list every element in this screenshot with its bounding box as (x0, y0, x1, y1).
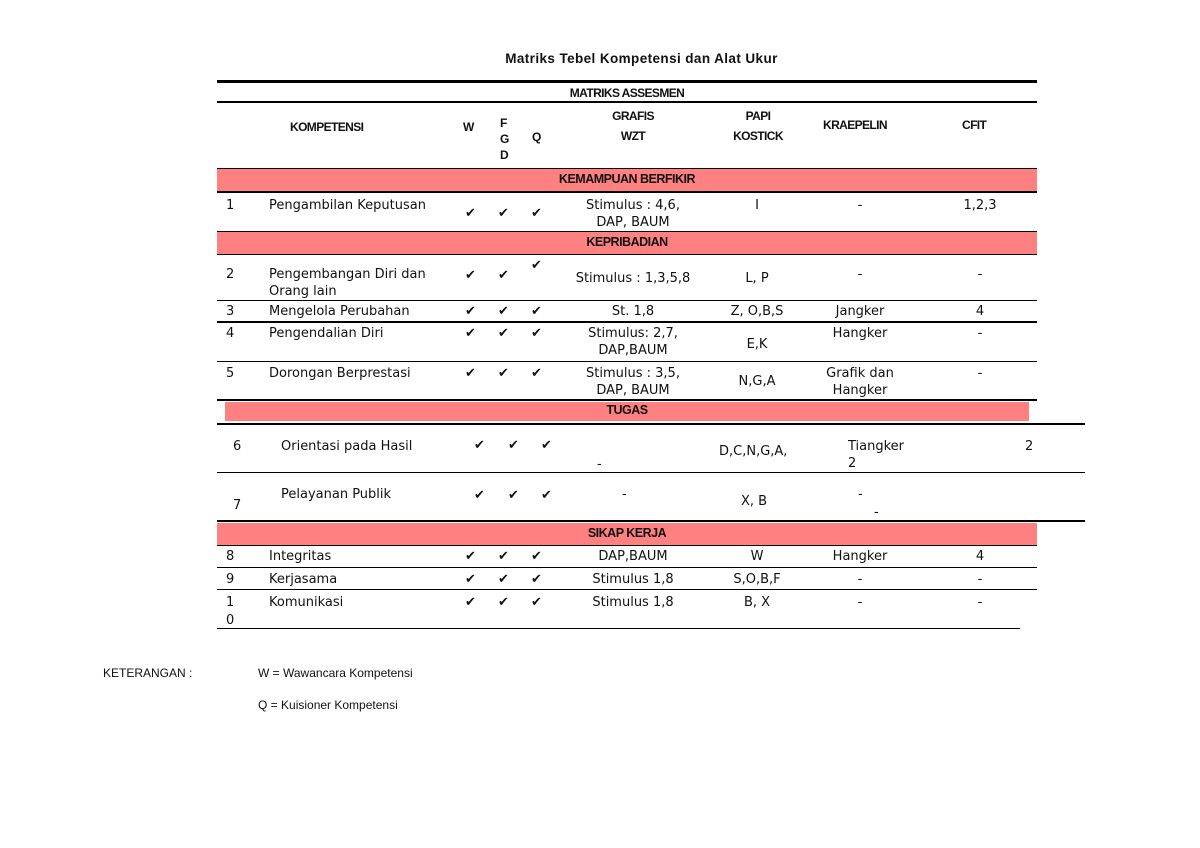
divider (217, 399, 1037, 401)
check-icon: ✔ (465, 572, 476, 587)
check-icon: ✔ (508, 438, 519, 453)
competency-name: Pelayanan Publik (281, 487, 392, 502)
table-top-border (217, 80, 1037, 83)
check-icon: ✔ (498, 304, 509, 319)
header-w: W (463, 120, 474, 134)
header-kraepelin: KRAEPELIN (823, 118, 887, 132)
papi-value: Z, O,B,S (730, 304, 784, 319)
check-icon: ✔ (498, 572, 509, 587)
row-number: 5 (226, 366, 235, 381)
kraepelin-value: Hangker (832, 549, 888, 564)
competency-name: Pengembangan Diri dan Orang lain (269, 267, 426, 299)
papi-value: N,G,A (738, 374, 776, 389)
kraepelin-value: - (857, 198, 863, 213)
check-icon: ✔ (465, 304, 476, 319)
header-kompetensi: KOMPETENSI (290, 120, 364, 134)
check-icon: ✔ (498, 206, 509, 221)
cfit-value: - (977, 326, 983, 341)
papi-value: X, B (741, 494, 768, 509)
divider (217, 472, 1085, 473)
competency-name: Pengambilan Keputusan (269, 198, 426, 213)
kraepelin-value: Tiangker 2 (848, 439, 905, 471)
kraepelin-value: Jangker (835, 304, 885, 319)
check-icon: ✔ (498, 549, 509, 564)
divider (217, 589, 1037, 590)
check-icon: ✔ (498, 268, 509, 283)
check-icon: ✔ (465, 206, 476, 221)
check-icon: ✔ (531, 258, 542, 273)
kraepelin-value: Hangker (832, 326, 888, 341)
cfit-value: 2 (1025, 439, 1034, 454)
check-icon: ✔ (541, 488, 552, 503)
divider (217, 168, 1037, 169)
section-tugas: TUGAS (606, 403, 648, 417)
check-icon: ✔ (465, 595, 476, 610)
check-icon: ✔ (531, 206, 542, 221)
kraepelin-value: - (857, 595, 863, 610)
kraepelin-value: - (858, 487, 863, 502)
legend-w: W = Wawancara Kompetensi (258, 666, 413, 680)
competency-name: Dorongan Berprestasi (269, 366, 411, 381)
divider (217, 254, 1037, 255)
table-bottom-border (217, 628, 1020, 629)
check-icon: ✔ (498, 326, 509, 341)
header-papi-kostick: PAPI KOSTICK (733, 109, 783, 143)
check-icon: ✔ (531, 326, 542, 341)
check-icon: ✔ (498, 595, 509, 610)
competency-name: Komunikasi (269, 595, 344, 610)
legend-q: Q = Kuisioner Kompetensi (258, 698, 398, 712)
competency-name: Orientasi pada Hasil (281, 439, 413, 454)
papi-value: S,O,B,F (733, 572, 781, 587)
section-sikap-kerja: SIKAP KERJA (587, 526, 667, 540)
row-number: 6 (233, 439, 242, 454)
cfit-value: - (977, 366, 983, 381)
check-icon: ✔ (531, 595, 542, 610)
divider (217, 361, 1037, 362)
divider (217, 300, 1037, 301)
check-icon: ✔ (508, 488, 519, 503)
row-number: 8 (226, 549, 235, 564)
check-icon: ✔ (465, 366, 476, 381)
header-grafis-wzt: GRAFIS WZT (612, 109, 654, 143)
grafis-value: Stimulus : 3,5, DAP, BAUM (586, 366, 680, 398)
papi-value: D,C,N,G,A, (719, 444, 788, 459)
row-number: 1 0 (226, 595, 235, 628)
grafis-value: St. 1,8 (611, 304, 655, 319)
grafis-value: Stimulus : 1,3,5,8 (575, 271, 691, 286)
cfit-value: 4 (975, 549, 985, 564)
grafis-value: Stimulus 1,8 (592, 595, 674, 610)
header-fgd: F G D (500, 116, 509, 162)
check-icon: ✔ (531, 304, 542, 319)
kraepelin-value: - (874, 505, 879, 520)
divider (217, 545, 1037, 546)
cfit-value: 1,2,3 (963, 198, 997, 213)
header-cfit: CFIT (962, 118, 987, 132)
row-number: 1 (226, 198, 235, 213)
papi-value: B, X (743, 595, 771, 610)
cfit-value: - (977, 267, 983, 282)
competency-name: Integritas (269, 549, 332, 564)
row-number: 9 (226, 572, 235, 587)
papi-value: I (755, 198, 759, 213)
check-icon: ✔ (531, 572, 542, 587)
legend-label: KETERANGAN : (103, 666, 193, 680)
competency-name: Pengendalian Diri (269, 326, 384, 341)
page-title: Matriks Tebel Kompetensi dan Alat Ukur (505, 51, 778, 66)
header-q: Q (532, 130, 541, 144)
divider (217, 191, 1037, 193)
kraepelin-value: - (857, 572, 863, 587)
check-icon: ✔ (474, 438, 485, 453)
check-icon: ✔ (498, 366, 509, 381)
grafis-value: DAP,BAUM (598, 549, 668, 564)
row-number: 2 (226, 267, 235, 282)
divider (217, 567, 1037, 568)
divider (217, 520, 1085, 522)
row-number: 7 (233, 498, 242, 513)
competency-name: Mengelola Perubahan (269, 304, 410, 319)
kraepelin-value: - (857, 267, 863, 282)
kraepelin-value: Grafik dan Hangker (826, 366, 894, 398)
grafis-value: Stimulus : 4,6, DAP, BAUM (586, 198, 680, 230)
row-number: 4 (226, 326, 235, 341)
section-kepribadian: KEPRIBADIAN (586, 235, 668, 249)
section-kemampuan-berfikir: KEMAMPUAN BERFIKIR (558, 172, 696, 186)
cfit-value: - (977, 572, 983, 587)
cfit-value: 4 (975, 304, 985, 319)
divider (217, 321, 1037, 323)
grafis-value: - (597, 457, 602, 472)
check-icon: ✔ (541, 438, 552, 453)
grafis-value: - (622, 487, 627, 502)
row-number: 3 (226, 304, 235, 319)
check-icon: ✔ (531, 366, 542, 381)
check-icon: ✔ (465, 326, 476, 341)
papi-value: L, P (745, 271, 769, 286)
check-icon: ✔ (465, 268, 476, 283)
papi-value: W (750, 549, 764, 564)
check-icon: ✔ (474, 488, 485, 503)
grafis-value: Stimulus 1,8 (592, 572, 674, 587)
check-icon: ✔ (465, 549, 476, 564)
papi-value: E,K (746, 337, 768, 352)
header-matriks-assesmen: MATRIKS ASSESMEN (569, 86, 685, 100)
divider (217, 231, 1037, 232)
grafis-value: Stimulus: 2,7, DAP,BAUM (588, 326, 678, 358)
competency-name: Kerjasama (269, 572, 338, 587)
check-icon: ✔ (531, 549, 542, 564)
divider (217, 423, 1085, 425)
cfit-value: - (977, 595, 983, 610)
